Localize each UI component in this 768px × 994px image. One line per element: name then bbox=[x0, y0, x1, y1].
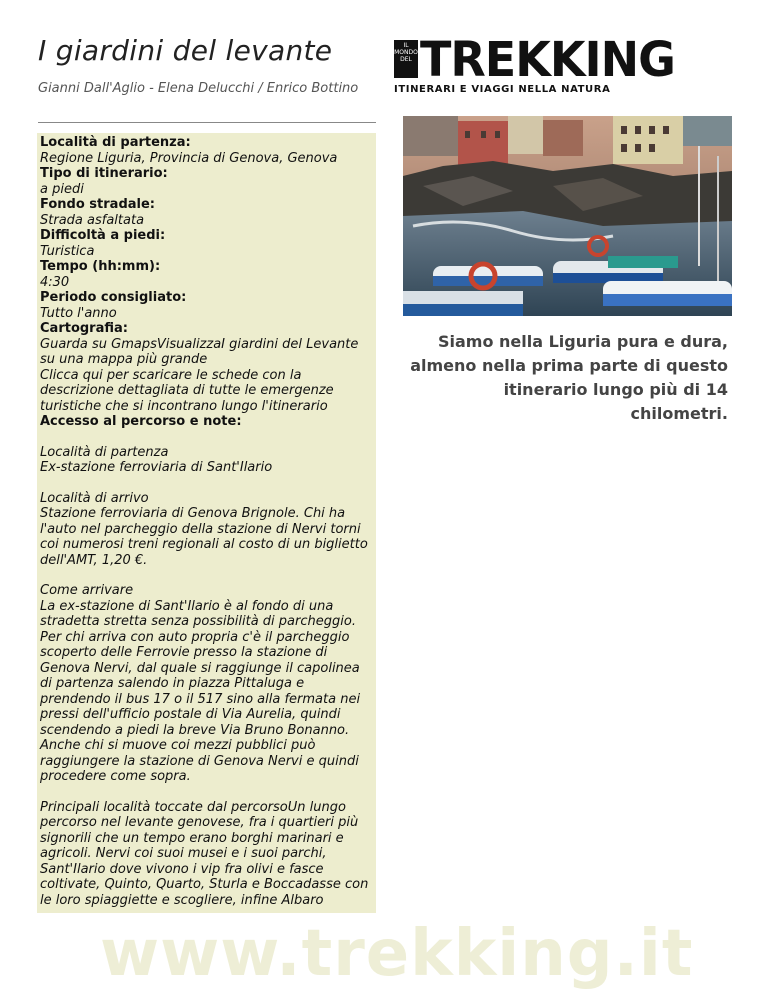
paragraph-localita: Principali località toccate dal percorsoUn lungo percorso nel levante genovese, fra i quartieri più signorili che un tempo erano borghi marinari e agricoli. Nervi coi suoi musei e i suoi parchi, Sant'Ilario dove vivono i vip fra olivi e fasce coltivate, Quinto, Quarto, Sturla e Boccadasse con le loro spiaggiette e scogliere, infine Albaro bbox=[40, 799, 369, 908]
paragraph-come-arrivare: Come arrivare La ex-stazione di Sant'Ilario è al fondo di una stradetta stretta senza possibilità di parcheggio. Per chi arriva con auto propria c'è il parcheggio scoperto delle Ferrovie presso la stazione di Genova Nervi, dal quale si raggiunge il capolinea di partenza salendo in piazza Pittaluga e prendendo il bus 17 o il 517 sino alla fermata nei pressi dell'ufficio postale di Via Aurelia, quindi scendendo a piedi la breve Via Bruno Bonanno. Anche chi si muove coi mezzi pubblici può raggiungere la stazione di Genova Nervi e quindi procedere come sopra. bbox=[40, 583, 361, 784]
site-watermark: www.trekking.it bbox=[100, 917, 694, 991]
title-divider bbox=[38, 122, 376, 123]
logo-wordmark: TREKKING bbox=[420, 30, 675, 88]
page-title: I giardini del levante bbox=[38, 34, 333, 67]
periodo-label: Periodo consigliato: bbox=[40, 290, 187, 305]
fondo-label: Fondo stradale: bbox=[40, 197, 155, 212]
authors: Gianni Dall'Aglio - Elena Delucchi / Enrico Bottino bbox=[38, 81, 359, 96]
trekking-logo[interactable] bbox=[394, 30, 716, 96]
logo-tagline: ITINERARI E VIAGGI NELLA NATURA bbox=[394, 84, 611, 95]
periodo-value: Tutto l'anno bbox=[40, 305, 117, 321]
partenza-label: Località di partenza: bbox=[40, 135, 191, 150]
difficolta-value: Turistica bbox=[40, 243, 95, 259]
tempo-value: 4:30 bbox=[40, 274, 70, 290]
paragraph-arrivo: Località di arrivo Stazione ferroviaria di Genova Brignole. Chi ha l'auto nel parcheggio della stazione di Nervi torni coi numerosi treni regionali al costo di un biglietto dell'AMT, 1,20 €. bbox=[40, 490, 368, 568]
difficolta-label: Difficoltà a piedi: bbox=[40, 228, 166, 243]
tipo-value: a piedi bbox=[40, 181, 84, 197]
accesso-label: Accesso al percorso e note: bbox=[40, 414, 242, 429]
fondo-value: Strada asfaltata bbox=[40, 212, 145, 228]
cartografia-label: Cartografia: bbox=[40, 321, 128, 336]
paragraph-partenza: Località di partenza Ex-stazione ferroviaria di Sant'Ilario bbox=[40, 444, 273, 475]
tipo-label: Tipo di itinerario: bbox=[40, 166, 168, 181]
gmaps-link[interactable]: Guarda su GmapsVisualizzaI giardini del Levante su una mappa più grande bbox=[40, 336, 359, 367]
harbor-photo-icon bbox=[403, 116, 732, 316]
itinerary-details bbox=[37, 133, 376, 913]
article-caption: Siamo nella Liguria pura e dura, almeno nella prima parte di questo itinerario lungo più di 14 chilometri. bbox=[410, 332, 728, 423]
download-link[interactable]: Clicca qui per scaricare le schede con la descrizione dettagliata di tutte le emergenze turistiche che si incontrano lungo l'itinerario bbox=[40, 367, 334, 414]
partenza-value: Regione Liguria, Provincia di Genova, Genova bbox=[40, 150, 338, 166]
logo-side-text: IL MONDO DEL bbox=[394, 40, 418, 78]
harbor-photo bbox=[403, 116, 732, 316]
tempo-label: Tempo (hh:mm): bbox=[40, 259, 161, 274]
